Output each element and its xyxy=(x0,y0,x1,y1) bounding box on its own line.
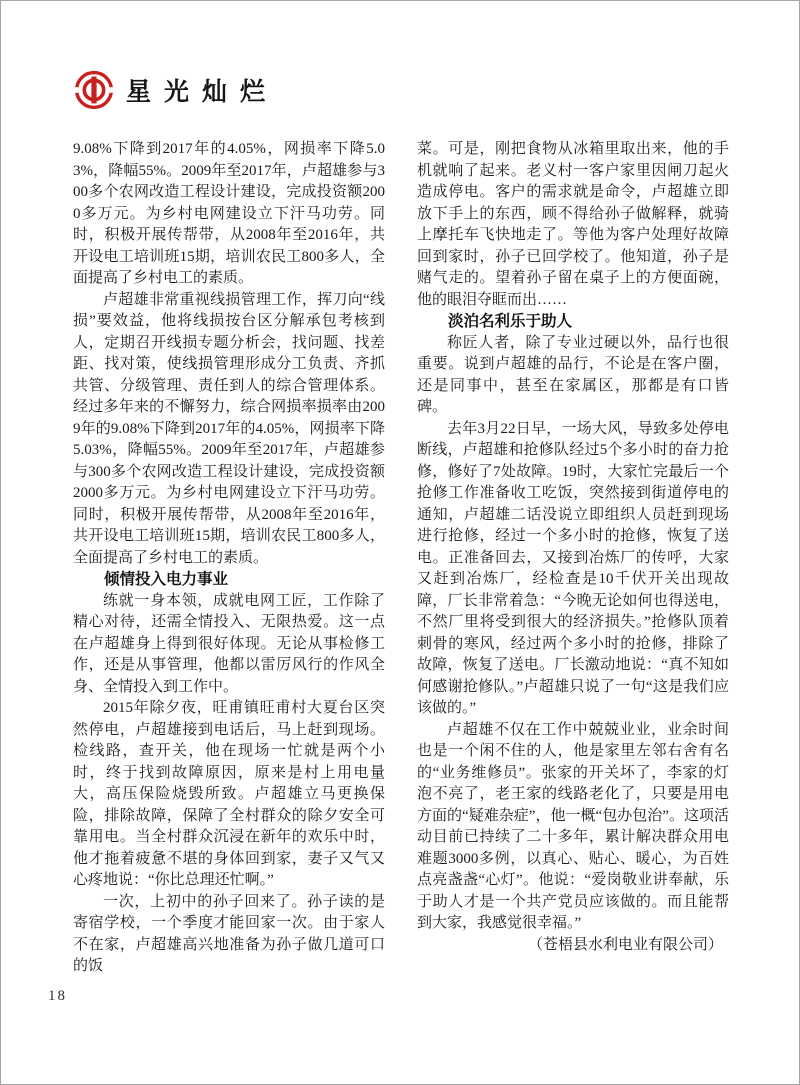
left-column xyxy=(73,139,385,978)
trade-union-emblem-icon xyxy=(74,70,114,110)
page-number: 18 xyxy=(48,988,67,1004)
masthead xyxy=(74,70,278,110)
paragraph: 一次，上初中的孙子回来了。孙子读的是寄宿学校，一个季度才能回家一次。由于家人不在家，卢超雄高兴地准备为孙子做几道可口的饭 xyxy=(73,893,385,974)
paragraph: 菜。可是，刚把食物从冰箱里取出来，他的手机就响了起来。老义村一客户家里因闸刀起火造成停电。客户的需求就是命令，卢超雄立即放下手上的东西，顾不得给孙子做解释，就骑上摩托车飞快地走了。等他为客户处理好故障回到家时，孙子已回学校了。他知道，孙子是赌气走的。望着孙子留在桌子上的方便面碗，他的眼泪夺眶而出…… xyxy=(417,141,729,308)
paragraph: 2015年除夕夜，旺甫镇旺甫村大夏台区突然停电，卢超雄接到电话后，马上赶到现场。检线路，查开关，他在现场一忙就是两个小时，终于找到故障原因，原来是村上用电量大，高压保险烧毁所致。卢超雄立马更换保险，排除故障，保障了全村群众的除夕安全可靠用电。当全村群众沉浸在新年的欢乐中时，他才拖着疲惫不堪的身体回到家，妻子又气又心疼地说：“你比总理还忙啊。” xyxy=(73,700,385,888)
section-heading: 淡泊名利乐于助人 xyxy=(448,313,573,330)
masthead-title: 星光灿烂 xyxy=(126,79,279,106)
paragraph: 练就一身本领，成就电网工匠，工作除了精心对待，还需全情投入、无限热爱。这一点在卢超雄身上得到很好体现。无论从事检修工作，还是从事管理，他都以雷厉风行的作风全身、全情投入到工作中。 xyxy=(73,592,385,695)
paragraph: 卢超雄不仅在工作中兢兢业业，业余时间也是一个闲不住的人，他是家里左邻右舍有名的“业务维修员”。张家的开关坏了，李家的灯泡不亮了，老王家的线路老化了，只要是用电方面的“疑难杂症”，他一概“包办包治”。这项活动目前已持续了二十多年，累计解决群众用电难题3000多例，以真心、贴心、暖心，为百姓点亮盏盏“心灯”。他说：“爱岗敬业讲奉献，乐于助人才是一个共产党员应该做的。而且能帮到大家，我感觉很幸福。” xyxy=(417,721,729,931)
right-column xyxy=(417,139,729,978)
attribution: （苍梧县水利电业有限公司） xyxy=(527,936,723,953)
section-heading: 倾情投入电力事业 xyxy=(104,571,229,588)
paragraph: 去年3月22日早，一场大风，导致多处停电断线，卢超雄和抢修队经过5个多小时的奋力抢修，修好了7处故障。19时，大家忙完最后一个抢修工作准备收工吃饭，突然接到街道停电的通知，卢超雄二话没说立即组织人员赶到现场进行抢修，经过一个多小时的抢修，恢复了送电。正准备回去，又接到冶炼厂的传呼，大家又赶到冶炼厂，经检查是10千伏开关出现故障，厂长非常着急：“今晚无论如何也得送电，不然厂里将受到很大的经济损失。”抢修队顶着刺骨的寒风，经过两个多小时的抢修，排除了故障，恢复了送电。厂长激动地说：“真不知如何感谢抢修队。”卢超雄只说了一句“这是我们应该做的。” xyxy=(417,420,729,716)
paragraph: 9.08%下降到2017年的4.05%，网损率下降5.03%，降幅55%。2009年至2017年，卢超雄参与300多个农网改造工程设计建设，完成投资额2000多万元。为乡村电网建设立下汗马功劳。同时，积极开展传帮带，从2008年至2016年，共开设电工培训班15期，培训农民工800多人，全面提高了乡村电工的素质。 xyxy=(73,141,385,286)
paragraph: 卢超雄非常重视线损管理工作，挥刀向“线损”要效益，他将线损按台区分解承包考核到人，定期召开线损专题分析会，找问题、找差距、找对策，使线损管理形成分工负责、齐抓共管、分级管理、责任到人的综合管理体系。经过多年来的不懈努力，综合网损率损率由2009年的9.08%下降到2017年的4.05%，网损率下降5.03%，降幅55%。2009年至2017年，卢超雄参与300多个农网改造工程设计建设，完成投资额2000多万元。为乡村电网建设立下汗马功劳。同时，积极开展传帮带，从2008年至2016年，共开设电工培训班15期，培训农民工800多人，全面提高了乡村电工的素质。 xyxy=(73,291,385,566)
article-body xyxy=(73,139,729,978)
paragraph: 称匠人者，除了专业过硬以外，品行也很重要。说到卢超雄的品行，不论是在客户圈，还是同事中，甚至在家属区，那都是有口皆碑。 xyxy=(417,334,729,415)
